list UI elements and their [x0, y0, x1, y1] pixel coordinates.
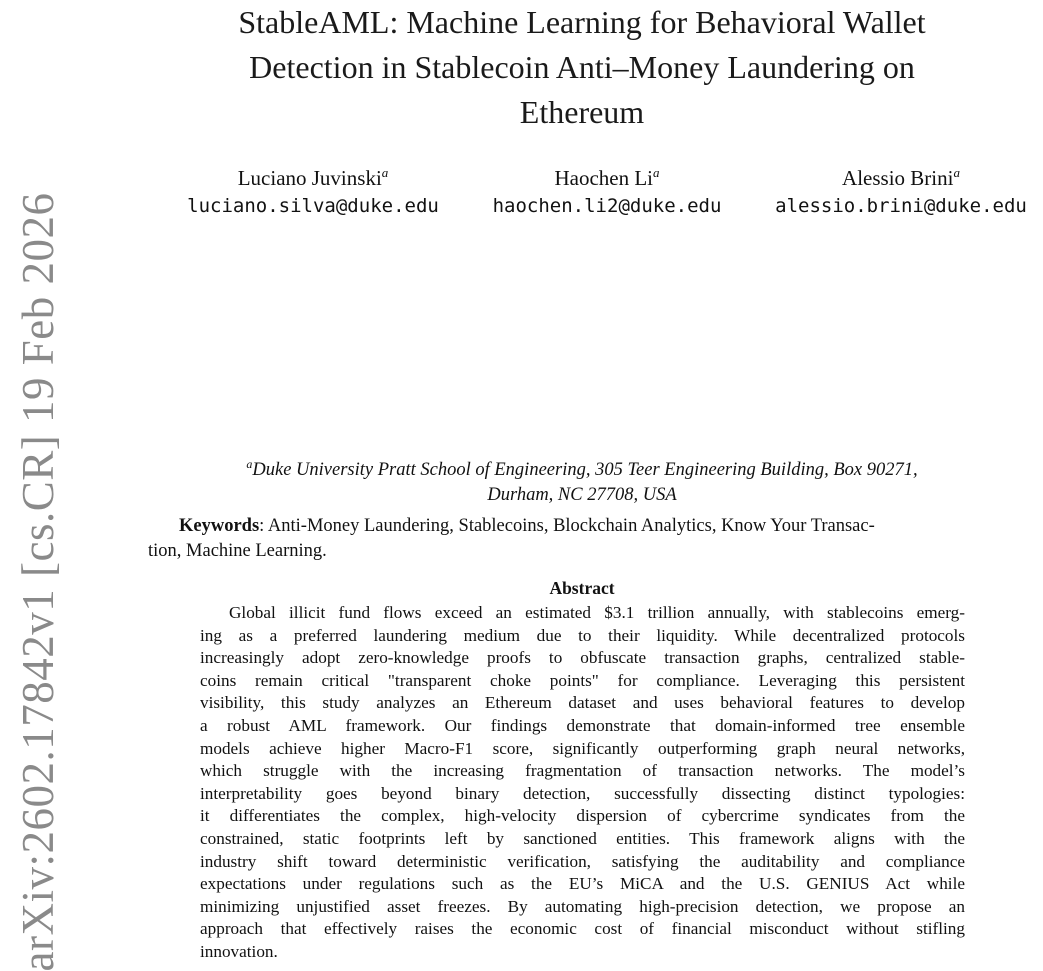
abstract-line: innovation.	[200, 941, 278, 961]
author-email: alessio.brini@duke.edu	[775, 195, 1027, 217]
keywords-paragraph	[148, 514, 1018, 564]
arxiv-identifier-stamp: arXiv:2602.17842v1 [cs.CR] 19 Feb 2026	[13, 192, 63, 971]
affiliation	[150, 452, 1014, 508]
abstract-line: interpretability goes beyond binary detection, successfully dissecting distinct typologies:	[200, 783, 965, 803]
abstract-line: ing as a preferred laundering medium due to their liquidity. While decentralized protocols	[200, 625, 965, 645]
abstract-line: coins remain critical "transparent choke points" for compliance. Leveraging this persistent	[200, 670, 965, 690]
author-block	[493, 160, 722, 221]
affiliation-mark: a	[953, 165, 960, 180]
affiliation-line	[150, 452, 1014, 483]
author-name-text: Haochen Li	[554, 166, 654, 190]
abstract-heading: Abstract	[549, 578, 615, 598]
author-name	[775, 160, 1027, 191]
abstract-line: a robust AML framework. Our findings demonstrate that domain-informed tree ensemble	[200, 715, 965, 735]
abstract-line: constrained, static footprints left by sanctioned entities. This framework aligns with the	[200, 828, 965, 848]
author-block	[775, 160, 1027, 221]
affiliation-mark: a	[246, 457, 253, 471]
abstract-line: models achieve higher Macro-F1 score, significantly outperforming graph neural networks,	[200, 738, 965, 758]
abstract-body	[200, 602, 965, 964]
author-name-text: Luciano Juvinski	[237, 166, 382, 190]
author-name	[493, 160, 722, 191]
title-line: Detection in Stablecoin Anti–Money Laundering on	[249, 49, 915, 85]
author-block	[187, 160, 439, 221]
abstract-line: increasingly adopt zero-knowledge proofs to obfuscate transaction graphs, centralized stable-	[200, 648, 965, 668]
abstract-line: it differentiates the complex, high-velocity dispersion of cybercrime syndicates from the	[200, 806, 965, 826]
affiliation-mark: a	[653, 165, 660, 180]
keywords-line: tion, Machine Learning.	[148, 541, 327, 561]
affiliation-line: Durham, NC 27708, USA	[487, 485, 677, 506]
keywords-label: Keywords	[179, 516, 260, 536]
abstract-line: approach that effectively raises the economic cost of financial misconduct without stifling	[200, 919, 965, 939]
paper-title	[150, 0, 1014, 135]
author-list	[0, 160, 1043, 220]
author-email: luciano.silva@duke.edu	[187, 195, 439, 217]
author-name-text: Alessio Brini	[842, 166, 954, 190]
abstract-line: expectations under regulations such as the EU’s MiCA and the U.S. GENIUS Act while	[200, 874, 965, 894]
abstract-line: visibility, this study analyzes an Ethereum dataset and uses behavioral features to develop	[200, 693, 965, 713]
keywords-text: : Anti-Money Laundering, Stablecoins, Blockchain Analytics, Know Your Transac-	[259, 516, 875, 536]
affiliation-text: Duke University Pratt School of Engineering, 305 Teer Engineering Building, Box 90271,	[252, 460, 918, 481]
abstract-line: which struggle with the increasing fragmentation of transaction networks. The model’s	[200, 761, 965, 781]
abstract-line: Global illicit fund flows exceed an estimated $3.1 trillion annually, with stablecoins emerg-	[229, 603, 965, 622]
author-email: haochen.li2@duke.edu	[492, 195, 722, 217]
affiliation-mark: a	[381, 165, 389, 180]
abstract-line: industry shift toward deterministic verification, satisfying the auditability and compliance	[200, 851, 965, 871]
author-name	[187, 160, 439, 191]
abstract-line: minimizing unjustified asset freezes. By automating high-precision detection, we propose an	[200, 896, 965, 916]
title-line: StableAML: Machine Learning for Behavioral Wallet	[238, 4, 926, 40]
keywords-line	[148, 514, 1018, 539]
title-line: Ethereum	[519, 94, 645, 130]
